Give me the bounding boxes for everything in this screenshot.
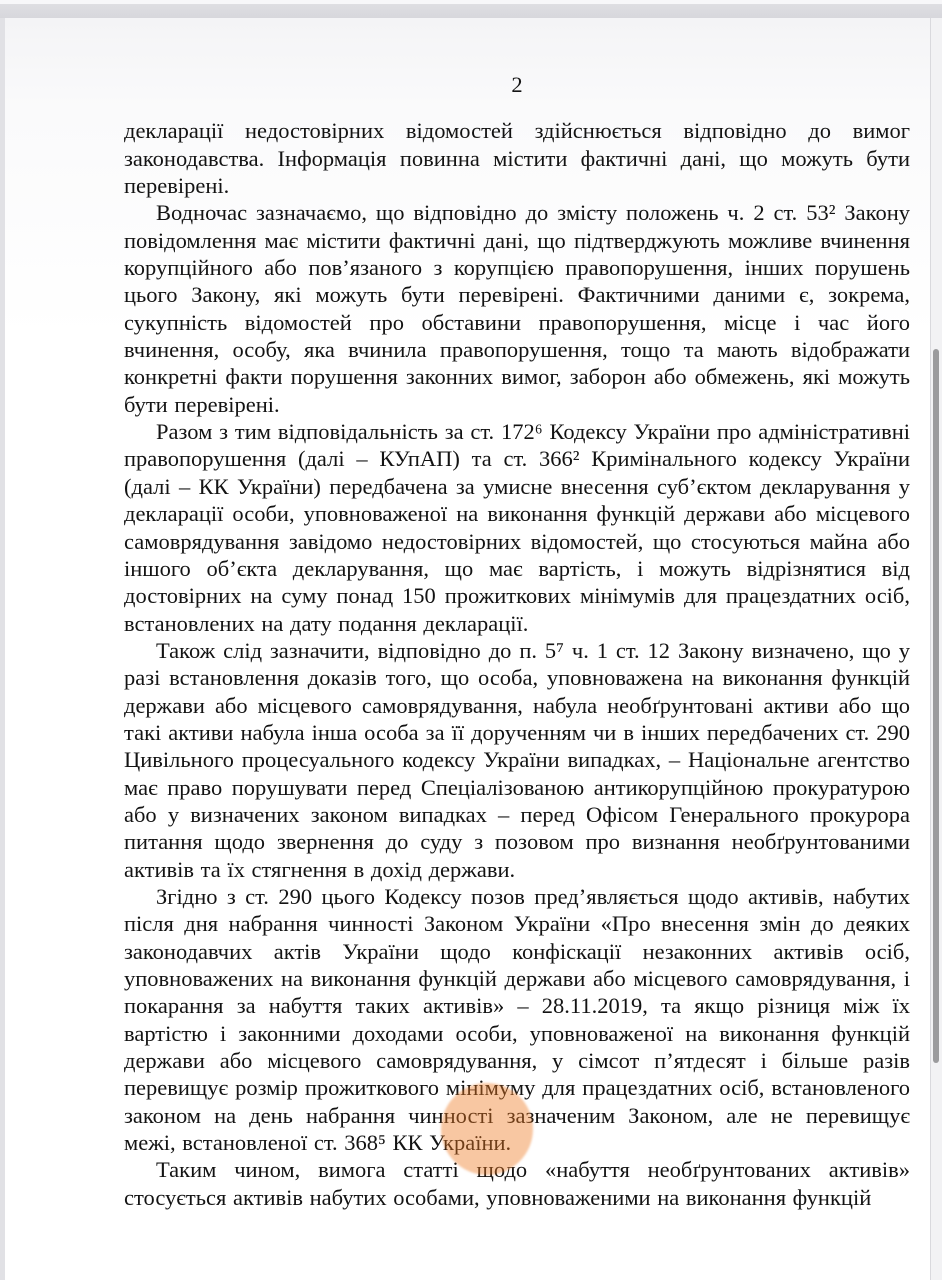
- scrollbar-thumb[interactable]: [933, 349, 939, 1063]
- document-text: [124, 117, 910, 1211]
- paragraph: Таким чином, вимога статті щодо «набуття необґрунтованих активів» стосується активів набутих особами, уповноваженими на виконання функцій: [124, 1157, 910, 1210]
- paragraph: Згідно з ст. 290 цього Кодексу позов пред’являється щодо активів, набутих після дня набрання чинності Законом України «Про внесення змін до деяких законодавчих актів України щодо конфіскації незаконних активів осіб, уповноважених на виконання функцій держави або місцевого самоврядування, і покарання за набуття таких активів» – 28.11.2019, та якщо різниця між їх вартістю і законними доходами особи, уповноваженої на виконання функцій держави або місцевого самоврядування, у сімсот п’ятдесят і більше разів перевищує розмір прожиткового мінімуму для працездатних осіб, встановленого законом на день набрання чинності зазначеним Законом, але не перевищує межі, встановленої ст. 368⁵ КК України.: [124, 883, 910, 1156]
- page-content: [124, 71, 910, 1211]
- document-page: [5, 18, 931, 1280]
- paragraph: декларації недостовірних відомостей здійснюється відповідно до вимог законодавства. Інформація повинна містити фактичні дані, що можуть бути перевірені.: [124, 118, 910, 199]
- paragraph: Також слід зазначити, відповідно до п. 5⁷ ч. 1 ст. 12 Закону визначено, що у разі встановлення доказів того, що особа, уповноважена на виконання функцій держави або місцевого самоврядування, набула необґрунтовані активи або що такі активи набула інша особа за її дорученням чи в інших передбачених ст. 290 Цивільного процесуального кодексу України випадках, – Національне агентство має право порушувати перед Спеціалізованою антикорупційною прокуратурою або у визначених законом випадках – перед Офісом Генерального прокурора питання щодо звернення до суду з позовом про визнання необґрунтованими активів та їх стягнення в дохід держави.: [124, 637, 910, 882]
- viewer-top-band: [0, 4, 942, 18]
- paragraph: Разом з тим відповідальність за ст. 172⁶ Кодексу України про адміністративні правопорушення (далі – КУпАП) та ст. 366² Кримінального кодексу України (далі – КК України) передбачена за умисне внесення суб’єктом декларування у декларації особи, уповноваженої на виконання функцій держави або місцевого самоврядування завідомо недостовірних відомостей, що стосуються майна або іншого об’єкта декларування, що має вартість, і можуть відрізнятися від достовірних на суму понад 150 прожиткових мінімумів для працездатних осіб, встановлених на дату подання декларації.: [124, 419, 910, 636]
- page-number: 2: [511, 72, 523, 97]
- paragraph: Водночас зазначаємо, що відповідно до змісту положень ч. 2 ст. 53² Закону повідомлення має містити фактичні дані, що підтверджують можливе вчинення корупційного або пов’язаного з корупцією правопорушення, інших порушень цього Закону, які можуть бути перевірені. Фактичними даними є, зокрема, сукупність відомостей про обставини правопорушення, місце і час його вчинення, особу, яка вчинила правопорушення, тощо та мають відображати конкретні факти порушення законних вимог, заборон або обмежень, які можуть бути перевірені.: [124, 200, 910, 417]
